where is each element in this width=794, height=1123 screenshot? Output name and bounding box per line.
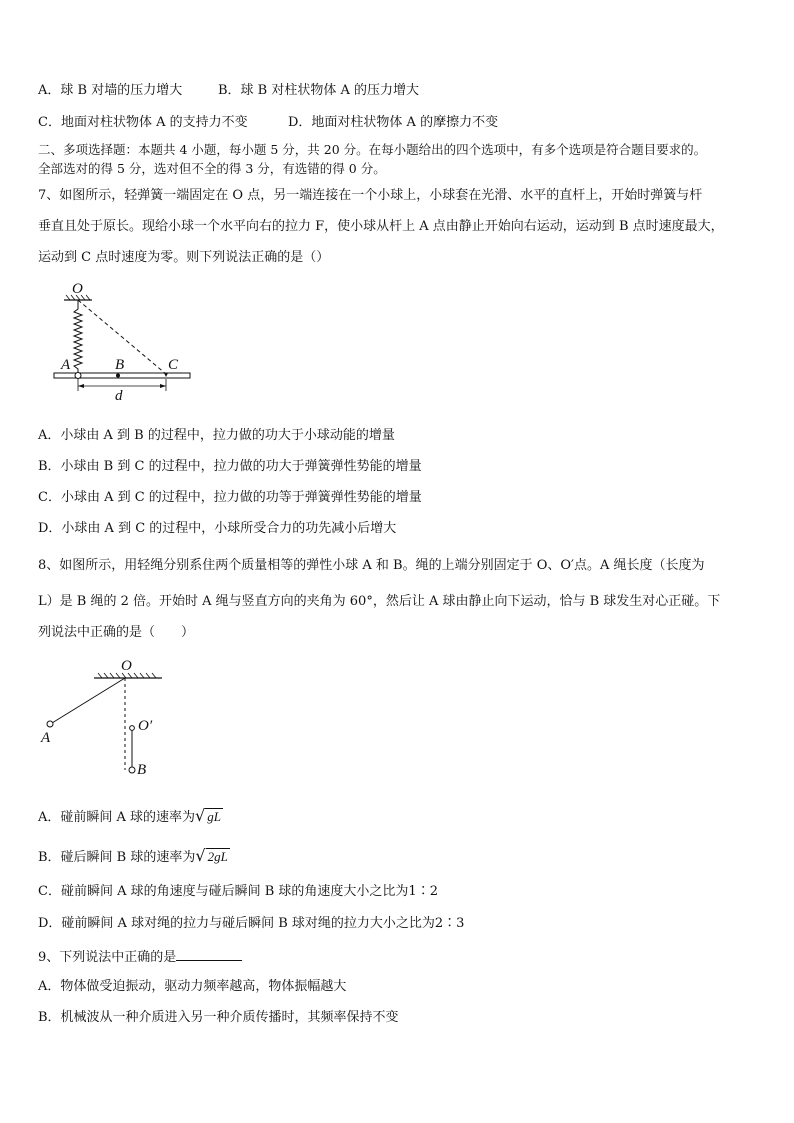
q7-spring-rod-figure xyxy=(48,283,198,408)
q7-label-o: O xyxy=(72,281,83,297)
q8-label-b: B xyxy=(137,762,147,778)
q8-label-o-prime: O′ xyxy=(138,718,153,734)
q8-option-d-text: D．碰前瞬间 A 球对绳的拉力与碰后瞬间 B 球对绳的拉力大小之比为 xyxy=(38,916,435,931)
q7-label-b: B xyxy=(115,357,125,373)
q7-label-d: d xyxy=(115,388,123,404)
q8-label-o: O xyxy=(121,658,132,674)
q7-stem-line3: 运动到 C 点时速度为零。则下列说法正确的是（） xyxy=(38,250,330,265)
q8-option-b-text: B．碰后瞬间 B 球的速率为 xyxy=(38,850,196,865)
q8-stem-line2: L）是 B 绳的 2 倍。开始时 A 绳与竖直方向的夹角为 60°，然后让 A 球由静止向下运动，恰与 B 球发生对心正碰。下 xyxy=(38,594,721,609)
q8-option-b-math: 2gL xyxy=(207,849,228,864)
q6-option-c: C．地面对柱状物体 A 的支持力不变 xyxy=(38,115,248,130)
q7-option-c: C．小球由 A 到 C 的过程中，拉力做的功等于弹簧弹性势能的增量 xyxy=(38,490,422,505)
q8-stem-line1: 8、如图所示，用轻绳分别系住两个质量相等的弹性小球 A 和 B。绳的上端分别固定于 O、O′点。A 绳长度（长度为 xyxy=(38,558,705,573)
q7-option-a: A．小球由 A 到 B 的过程中，拉力做的功大于小球动能的增量 xyxy=(38,428,395,443)
q6-option-d: D．地面对柱状物体 A 的摩擦力不变 xyxy=(288,115,499,130)
q8-label-a: A xyxy=(41,730,51,746)
answer-blank xyxy=(176,948,242,961)
sqrt-symbol: √ xyxy=(195,806,206,825)
q8-option-a-text: A．碰前瞬间 A 球的速率为 xyxy=(38,810,196,825)
q9-option-b: B．机械波从一种介质进入另一种介质传播时，其频率保持不变 xyxy=(38,1010,399,1025)
q8-stem-line3: 列说法中正确的是（ ） xyxy=(38,625,195,640)
q6-option-b: B．球 B 对柱状物体 A 的压力增大 xyxy=(218,83,420,98)
q8-option-a-math: gL xyxy=(207,809,221,824)
q7-option-b: B．小球由 B 到 C 的过程中，拉力做的功大于弹簧弹性势能的增量 xyxy=(38,459,422,474)
q8-option-c-ratio: 1∶2 xyxy=(408,884,438,899)
q9-stem-text: 9、下列说法中正确的是 xyxy=(38,950,177,965)
q7-stem-line1: 7、如图所示，轻弹簧一端固定在 O 点，另一端连接在一个小球上，小球套在光滑、水平的直杆上，开始时弹簧与杆 xyxy=(38,188,703,203)
q8-option-d-ratio: 2∶3 xyxy=(434,916,465,931)
q8-option-c xyxy=(38,884,438,900)
section2-instructions-line2: 全部选对的得 5 分，选对但不全的得 3 分，有选错的得 0 分。 xyxy=(38,161,386,176)
q9-stem xyxy=(38,948,242,966)
q7-stem-line2: 垂直且处于原长。现给小球一个水平向右的拉力 F，使小球从杆上 A 点由静止开始向右运动，运动到 B 点时速度最大， xyxy=(38,219,724,234)
q8-option-c-text: C．碰前瞬间 A 球的角速度与碰后瞬间 B 球的角速度大小之比为 xyxy=(38,884,409,899)
q7-option-d: D．小球由 A 到 C 的过程中，小球所受合力的功先减小后增大 xyxy=(38,521,397,536)
q8-pendulum-figure xyxy=(38,658,168,783)
q8-option-a xyxy=(38,808,223,826)
q6-option-a: A．球 B 对墙的压力增大 xyxy=(38,83,183,98)
q9-option-a: A．物体做受迫振动，驱动力频率越高，物体振幅越大 xyxy=(38,979,347,994)
section2-instructions-line1: 二、多项选择题：本题共 4 小题，每小题 5 分，共 20 分。在每小题给出的四个选项中，有多个选项是符合题目要求的。 xyxy=(38,142,707,157)
q7-label-a: A xyxy=(61,357,71,373)
sqrt-symbol: √ xyxy=(195,846,206,865)
q7-label-c: C xyxy=(168,357,179,373)
q8-option-b xyxy=(38,848,230,866)
q8-option-d xyxy=(38,916,464,932)
